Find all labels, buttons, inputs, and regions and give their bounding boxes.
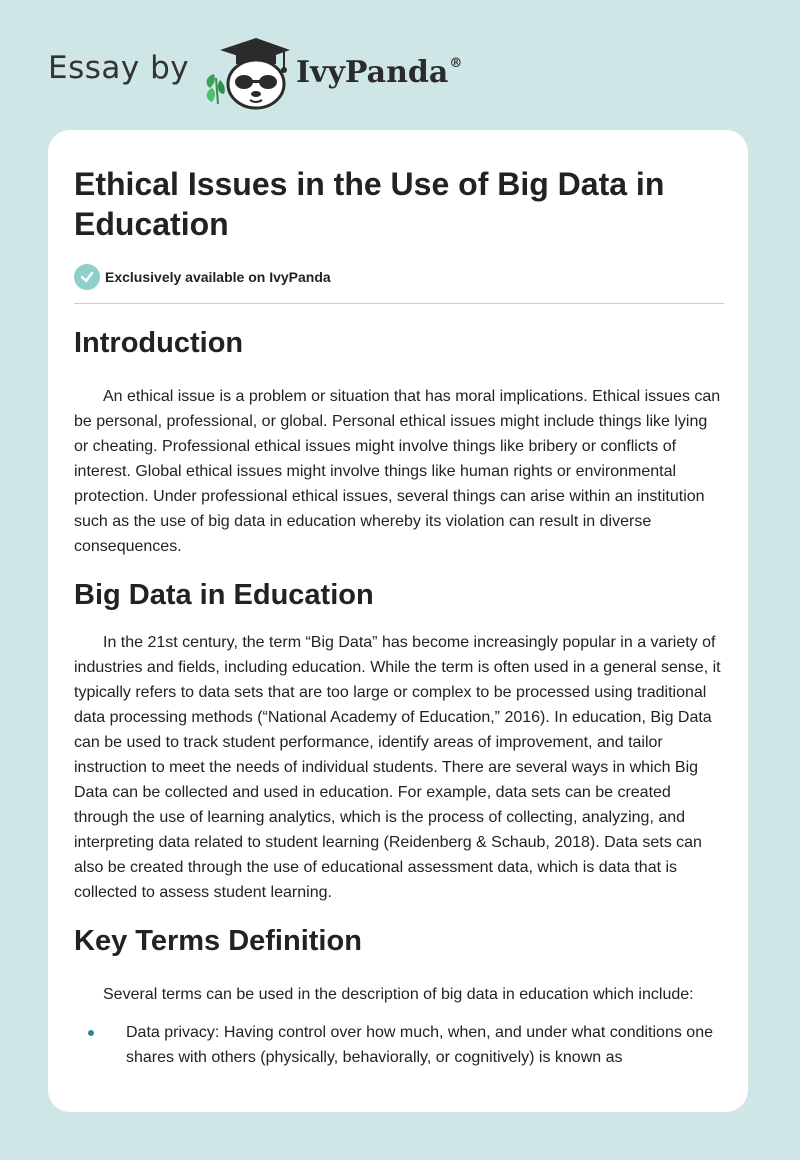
list-item-text: Data privacy: Having control over how much, when, and under what conditions one shares with others (physically, behaviorally, or cognitively) is known as <box>126 1024 713 1066</box>
bullet-dot-icon <box>88 1030 94 1036</box>
brand-logo-text[interactable]: IvyPanda® <box>296 55 463 90</box>
section-paragraph-introduction: An ethical issue is a problem or situation that has moral implications. Ethical issues can be personal, professional, or global. Personal ethical issues might include things like lying or cheating. Professional ethical issues might involve things like bribery or conflicts of interest. Global ethical issues might involve things like human rights or environmental protection. Under professional ethical issues, several things can arise within an institution such as the use of big data in education whereby its violation can result in diverse consequences. <box>74 388 721 555</box>
panda-graduate-icon[interactable] <box>200 34 292 110</box>
essay-by-label: Essay by <box>48 50 190 86</box>
article-card <box>48 130 748 1112</box>
exclusive-label: Exclusively available on IvyPanda <box>105 269 331 285</box>
check-circle-icon <box>74 264 100 290</box>
section-paragraph-key-terms: Several terms can be used in the description of big data in education which include: <box>103 986 694 1003</box>
exclusive-badge <box>74 264 331 290</box>
section-heading-introduction: Introduction <box>74 327 244 359</box>
section-paragraph-big-data: In the 21st century, the term “Big Data” has become increasingly popular in a variety of industries and fields, including education. While the term is often used in a general sense, it typically refers to data sets that are too large or complex to be processed using traditional data processing methods (“National Academy of Education,” 2016). In education, Big Data can be used to track student performance, identify areas of improvement, and tailor instruction to meet the needs of individual students. There are several ways in which Big Data can be collected and used in education. For example, data sets can be created through the use of learning analytics, which is the process of collecting, analyzing, and interpreting data related to student learning (Reidenberg & Schaub, 2018). Data sets can also be created through the use of educational assessment data, which is data that is collected to assess student learning. <box>74 634 721 901</box>
list-item <box>74 1020 722 1070</box>
article-body <box>74 326 722 1070</box>
site-header <box>0 0 800 120</box>
section-heading-key-terms: Key Terms Definition <box>74 925 362 957</box>
key-terms-list <box>74 1020 722 1070</box>
section-heading-big-data: Big Data in Education <box>74 579 374 611</box>
article-title: Ethical Issues in the Use of Big Data in Education <box>74 166 665 242</box>
title-divider <box>74 303 724 304</box>
